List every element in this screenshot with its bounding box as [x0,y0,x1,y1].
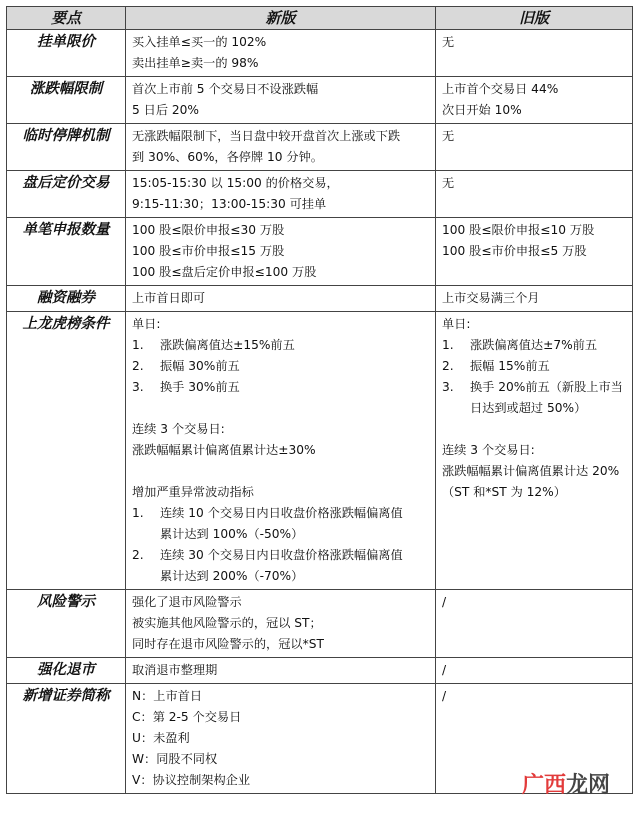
row-key: 临时停牌机制 [7,124,126,171]
text-line: 无 [442,129,455,143]
old-cell [436,30,633,77]
multi-day-label: 连续 3 个交易日: [132,422,225,436]
row-delist [7,658,633,684]
text-line: 上市交易满三个月 [442,291,540,305]
row-halt [7,124,633,171]
row-dragon [7,312,633,590]
text-line: 无 [442,176,455,190]
single-day-label: 单日: [442,317,471,331]
row-order [7,218,633,286]
comparison-table [6,6,633,794]
watermark-part2: 龙网 [565,773,610,798]
new-cell [126,171,436,218]
old-cell [436,312,633,590]
text-line: 无涨跌幅限制下，当日盘中较开盘首次上涨或下跌 [132,129,401,143]
multi-day-label: 连续 3 个交易日: [442,443,535,457]
item-text: 累计达到 100%（-50%） [160,527,304,541]
old-cell [436,658,633,684]
item-text: 涨跌偏离值达±15%前五 [160,338,295,352]
row-key: 盘后定价交易 [7,171,126,218]
extra-label: 增加严重异常波动指标 [132,485,254,499]
text-line: 次日开始 10% [442,103,522,117]
text-line: 强化了退市风险警示 [132,595,242,609]
old-cell [436,286,633,312]
text-line: W：同股不同权 [132,752,218,766]
row-margin [7,286,633,312]
new-cell [126,30,436,77]
text-line: 15:05-15:30 以 15:00 的价格交易， [132,176,339,190]
text-line: / [442,689,447,703]
text-line: / [442,595,447,609]
row-key: 挂单限价 [7,30,126,77]
item-number: 1. [132,338,144,352]
list-item [132,377,429,398]
item-number: 3. [442,380,454,394]
item-text: 振幅 30%前五 [160,359,240,373]
header-point: 要点 [7,7,126,30]
text-line: U：未盈利 [132,731,190,745]
item-number: 1. [442,338,454,352]
item-text: 振幅 15%前五 [470,359,550,373]
old-cell [436,590,633,658]
old-cell [436,77,633,124]
text-line: 到 30%、60%，各停牌 10 分钟。 [132,150,323,164]
text-line: 100 股≤盘后定价申报≤100 万股 [132,265,317,279]
watermark-part1: 广西 [521,773,566,798]
item-text: 连续 30 个交易日内日收盘价格涨跌幅偏离值 [160,548,403,562]
item-text: 涨跌偏离值达±7%前五 [470,338,598,352]
item-text: 连续 10 个交易日内日收盘价格涨跌幅偏离值 [160,506,403,520]
single-day-label: 单日: [132,317,161,331]
header-row [7,7,633,30]
list-item [442,377,626,419]
text-line: 上市首个交易日 44% [442,82,559,96]
text-line: 100 股≤市价申报≤5 万股 [442,244,587,258]
item-number: 2. [132,359,144,373]
list-item [132,356,429,377]
new-cell [126,218,436,286]
row-limit [7,30,633,77]
item-number: 3. [132,380,144,394]
row-afterhours [7,171,633,218]
list-item [132,503,429,545]
new-cell [126,77,436,124]
old-cell [436,124,633,171]
list-item [132,545,429,587]
text-line: 首次上市前 5 个交易日不设涨跌幅 [132,82,319,96]
text-line: 卖出挂单≥卖一的 98% [132,56,259,70]
text-line: 被实施其他风险警示的，冠以 ST； [132,616,322,630]
text-line: 取消退市整理期 [132,663,218,677]
list-item [442,335,626,356]
text-line: C：第 2-5 个交易日 [132,710,242,724]
watermark-logo [522,768,610,799]
header-new: 新版 [126,7,436,30]
new-cell [126,124,436,171]
row-key: 风险警示 [7,590,126,658]
multi-day-text: 涨跌幅幅累计偏离值累计达±30% [132,443,316,457]
text-line: V：协议控制架构企业 [132,773,251,787]
text-line: 100 股≤限价申报≤10 万股 [442,223,595,237]
row-key: 强化退市 [7,658,126,684]
multi-day-text: 涨跌幅幅累计偏离值累计达 20%（ST 和*ST 为 12%） [442,464,620,499]
item-text: 换手 20%前五（新股上市当日达到或超过 50%） [470,380,623,415]
text-line: 5 日后 20% [132,103,199,117]
new-cell [126,684,436,794]
text-line: 买入挂单≤买一的 102% [132,35,267,49]
new-cell [126,286,436,312]
row-key: 涨跌幅限制 [7,77,126,124]
text-line: 无 [442,35,455,49]
new-cell [126,312,436,590]
text-line: 9:15-11:30；13:00-15:30 可挂单 [132,197,327,211]
row-key: 上龙虎榜条件 [7,312,126,590]
old-cell [436,171,633,218]
text-line: 同时存在退市风险警示的，冠以*ST [132,637,324,651]
text-line: 100 股≤限价申报≤30 万股 [132,223,285,237]
item-text: 累计达到 200%（-70%） [160,569,304,583]
row-risk [7,590,633,658]
item-number: 2. [442,359,454,373]
text-line: 上市首日即可 [132,291,206,305]
old-cell [436,218,633,286]
item-text: 换手 30%前五 [160,380,240,394]
row-key: 融资融券 [7,286,126,312]
list-item [132,335,429,356]
header-old: 旧版 [436,7,633,30]
text-line: / [442,663,447,677]
item-number: 2. [132,548,144,562]
new-cell [126,658,436,684]
row-key: 单笔申报数量 [7,218,126,286]
item-number: 1. [132,506,144,520]
text-line: 100 股≤市价申报≤15 万股 [132,244,285,258]
row-key: 新增证券简称 [7,684,126,794]
row-pricelimit [7,77,633,124]
text-line: N：上市首日 [132,689,203,703]
new-cell [126,590,436,658]
list-item [442,356,626,377]
